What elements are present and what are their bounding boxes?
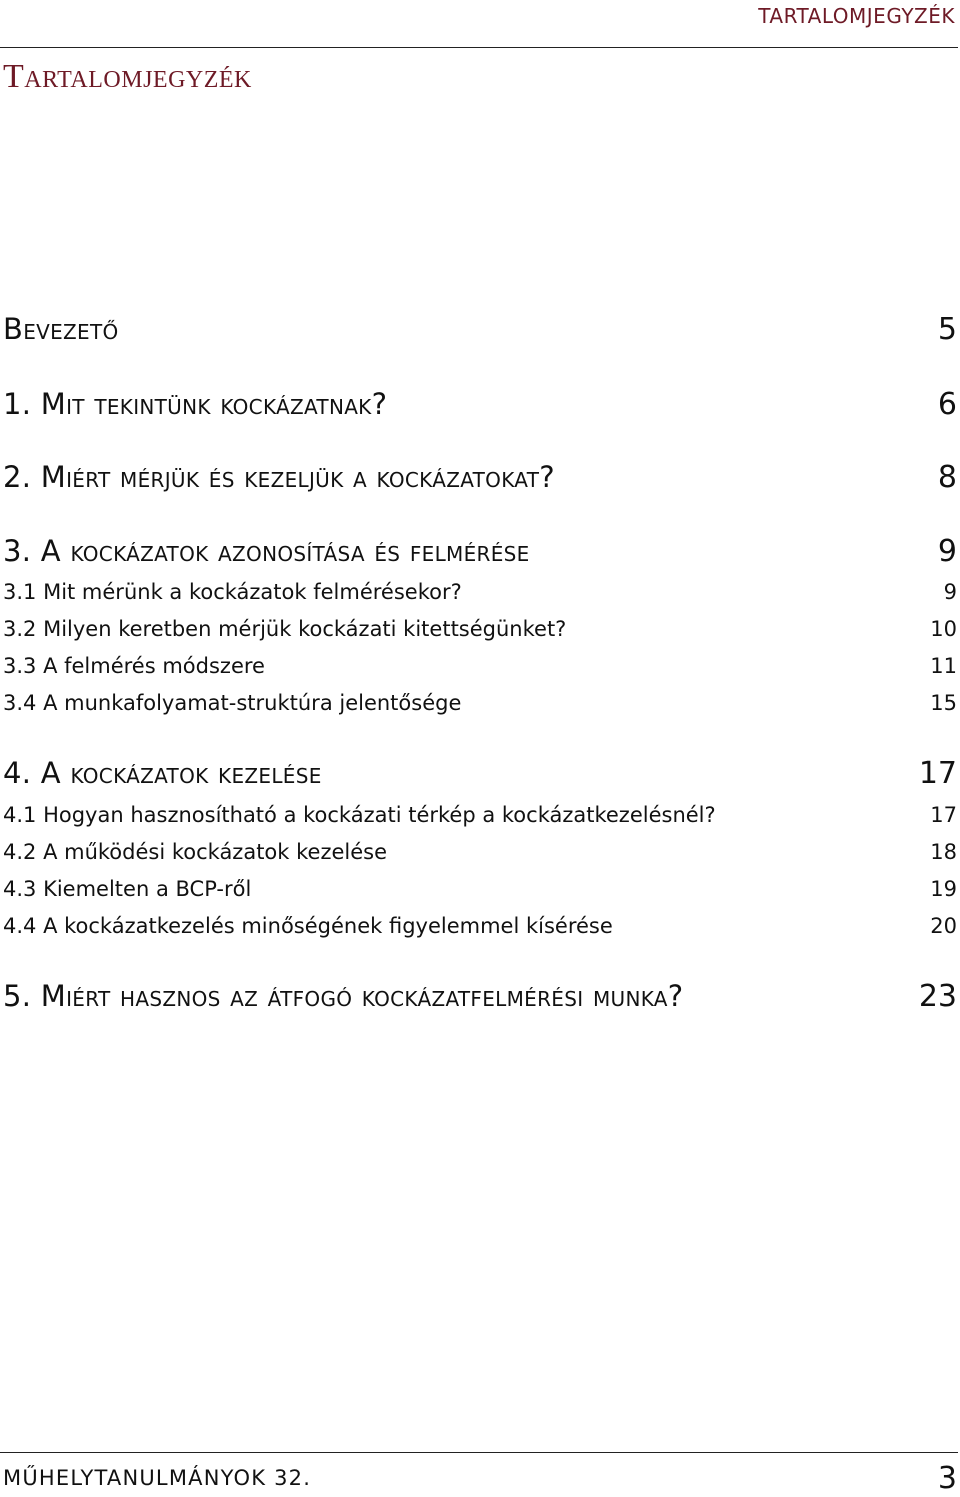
toc-entry-page: 17 — [918, 756, 957, 791]
toc-entry-chapter-4[interactable] — [3, 756, 957, 791]
toc-entry-section-3-4[interactable] — [3, 691, 957, 715]
toc-entry-page: 9 — [943, 580, 957, 604]
toc-entry-label: 3. A kockázatok azonosítása és felmérése — [3, 534, 530, 568]
toc-entry-section-4-1[interactable] — [3, 803, 957, 827]
toc-entry-label: 4. A kockázatok kezelése — [3, 756, 322, 790]
page-title: Tartalomjegyzék — [3, 58, 252, 95]
toc-entry-label: 2. Miért mérjük és kezeljük a kockázatokat? — [3, 460, 555, 494]
toc-entry-chapter-3[interactable] — [3, 534, 957, 569]
toc-entry-label: 3.4 A munkafolyamat-struktúra jelentősége — [3, 691, 462, 715]
toc-entry-page: 9 — [937, 534, 957, 569]
footer-series-title: MŰHELYTANULMÁNYOK 32. — [3, 1466, 312, 1490]
toc-entry-label: 5. Miért hasznos az átfogó kockázatfelmérési munka? — [3, 979, 684, 1013]
toc-entry-label: 3.2 Milyen keretben mérjük kockázati kitettségünket? — [3, 617, 567, 641]
toc-entry-section-4-4[interactable] — [3, 914, 957, 938]
toc-entry-section-4-2[interactable] — [3, 840, 957, 864]
toc-entry-page: 23 — [918, 979, 957, 1014]
toc-entry-page: 20 — [930, 914, 957, 938]
toc-entry-page: 5 — [937, 312, 957, 347]
toc-entry-chapter-5[interactable] — [3, 979, 957, 1014]
toc-entry-page: 6 — [937, 387, 957, 422]
toc-entry-page: 15 — [930, 691, 957, 715]
toc-entry-section-3-3[interactable] — [3, 654, 957, 678]
running-header: TARTALOMJEGYZÉK — [758, 4, 955, 28]
toc-entry-label: Bevezető — [3, 312, 119, 346]
toc-entry-page: 10 — [930, 617, 957, 641]
toc-entry-page: 11 — [930, 654, 957, 678]
toc-entry-chapter-1[interactable] — [3, 387, 957, 422]
toc-entry-page: 18 — [930, 840, 957, 864]
toc-entry-introduction[interactable] — [3, 312, 957, 347]
toc-entry-label: 4.1 Hogyan hasznosítható a kockázati térkép a kockázatkezelésnél? — [3, 803, 716, 827]
footer-rule — [0, 1452, 958, 1453]
toc-entry-page: 8 — [937, 460, 957, 495]
toc-entry-label: 3.3 A felmérés módszere — [3, 654, 265, 678]
toc-entry-page: 17 — [930, 803, 957, 827]
toc-entry-chapter-2[interactable] — [3, 460, 957, 495]
toc-entry-section-3-2[interactable] — [3, 617, 957, 641]
toc-entry-label: 4.3 Kiemelten a BCP-ről — [3, 877, 252, 901]
toc-entry-label: 4.4 A kockázatkezelés minőségének figyelemmel kísérése — [3, 914, 613, 938]
footer-page-number: 3 — [937, 1461, 957, 1496]
toc-entry-section-4-3[interactable] — [3, 877, 957, 901]
toc-entry-section-3-1[interactable] — [3, 580, 957, 604]
toc-entry-label: 1. Mit tekintünk kockázatnak? — [3, 387, 388, 421]
toc-entry-page: 19 — [930, 877, 957, 901]
toc-entry-label: 4.2 A működési kockázatok kezelése — [3, 840, 388, 864]
header-rule — [0, 47, 958, 48]
toc-entry-label: 3.1 Mit mérünk a kockázatok felmérésekor? — [3, 580, 462, 604]
